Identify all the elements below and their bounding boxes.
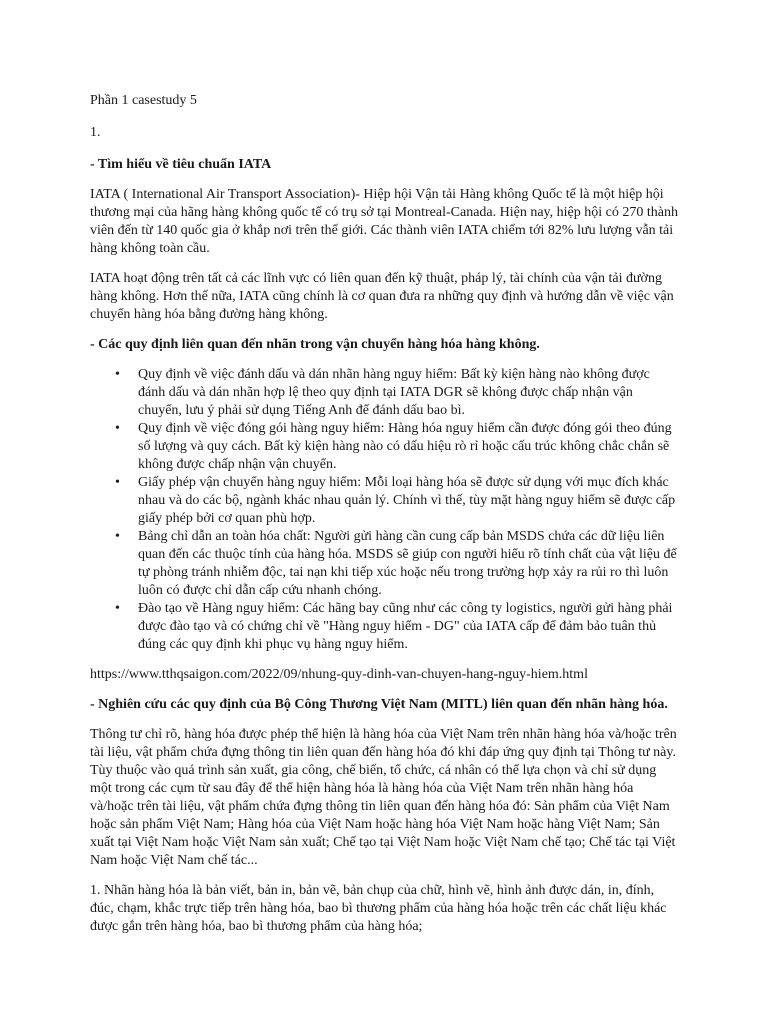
source-url: https://www.tthqsaigon.com/2022/09/nhung-quy-dinh-van-chuyen-hang-nguy-hiem.html: [90, 667, 588, 682]
paragraph-iata-intro: IATA ( International Air Transport Association)- Hiệp hội Vận tải Hàng không Quốc tế là một hiệp hội thương mại của hãng hàng không quốc tế có trụ sở tại Montreal-Canada. Hiện nay, hiệp hội có 270 thành viên đến từ 140 quốc gia ở khắp nơi trên thế giới. Các thành viên IATA chiếm tới 82% lưu lượng vẫn tải hàng không toàn cầu.: [90, 187, 678, 256]
document-title: Phần 1 casestudy 5: [90, 93, 197, 108]
heading-mitl-regulations: - Nghiên cứu các quy định của Bộ Công Thương Việt Nam (MITL) liên quan đến nhãn hàng hóa.: [90, 697, 668, 712]
list-item-text: Bảng chỉ dẫn an toàn hóa chất: Người gửi hàng cần cung cấp bản MSDS chứa các dữ liệu liên quan đến các thuộc tính của hàng hóa. MSDS sẽ giúp con người hiểu rõ tính chất của vật liệu để tự phòng tránh nhiễm độc, tai nạn khi tiếp xúc hoặc nếu trong trường hợp xảy ra rủi ro thì luôn luôn có được chỉ dẫn cấp cứu nhanh chóng.: [138, 529, 677, 598]
section-number: 1.: [90, 125, 101, 140]
list-item: [90, 366, 678, 420]
list-item: [90, 474, 678, 528]
regulation-bullet-list: [90, 366, 678, 654]
heading-iata-standard: - Tìm hiểu về tiêu chuẩn IATA: [90, 157, 272, 172]
list-item: [90, 600, 678, 654]
list-item-text: Đào tạo về Hàng nguy hiểm: Các hãng bay cũng như các công ty logistics, người gửi hàng phải được đào tạo và có chứng chỉ về "Hàng nguy hiểm - DG" của IATA cấp để đảm bảo tuân thủ đúng các quy định khi phục vụ hàng nguy hiểm.: [138, 601, 673, 652]
list-item-text: Quy định về việc đóng gói hàng nguy hiểm: Hàng hóa nguy hiểm cần được đóng gói theo đúng số lượng và quy cách. Bất kỳ kiện hàng nào có dấu hiệu rò rỉ hoặc cấu trúc không chắc chắn sẽ không được chấp nhận vận chuyển.: [138, 421, 672, 472]
bullet-icon: •: [115, 367, 120, 382]
paragraph-label-definition: 1. Nhãn hàng hóa là bản viết, bản in, bản vẽ, bản chụp của chữ, hình vẽ, hình ảnh được dán, in, đính, đúc, chạm, khắc trực tiếp trên hàng hóa, bao bì thương phẩm của hàng hóa hoặc trên các chất liệu khác được gắn trên hàng hóa, bao bì thương phẩm của hàng hóa;: [90, 883, 667, 934]
bullet-icon: •: [115, 475, 120, 490]
list-item-text: Giấy phép vận chuyển hàng nguy hiểm: Mỗi loại hàng hóa sẽ được sử dụng với mục đích khác nhau và do các bộ, ngành khác nhau quản lý. Chính vì thế, tùy mặt hàng nguy hiểm sẽ được cấp giấy phép bởi cơ quan phù hợp.: [138, 475, 676, 526]
bullet-icon: •: [115, 421, 120, 436]
list-item-text: Quy định về việc đánh dấu và dán nhãn hàng nguy hiểm: Bất kỳ kiện hàng nào không được đánh dấu và dán nhãn hợp lệ theo quy định tại IATA DGR sẽ không được chấp nhận vận chuyển, lưu ý phải sử dụng Tiếng Anh để đánh dấu bao bì.: [138, 367, 650, 418]
paragraph-circular: Thông tư chỉ rõ, hàng hóa được phép thể hiện là hàng hóa của Việt Nam trên nhãn hàng hóa và/hoặc trên tài liệu, vật phẩm chứa đựng thông tin liên quan đến hàng hóa đó khi đáp ứng quy định tại Thông tư này. Tùy thuộc vào quá trình sản xuất, gia công, chế biến, tổ chức, cá nhân có thể lựa chọn và chỉ sử dụng một trong các cụm từ sau đây để thể hiện hàng hóa là hàng hóa của Việt Nam trên nhãn hàng hóa và/hoặc trên tài liệu, vật phẩm chứa đựng thông tin liên quan đến hàng hóa đó: Sản phẩm của Việt Nam hoặc sản phẩm Việt Nam; Hàng hóa của Việt Nam hoặc hàng hóa Việt Nam hoặc hàng Việt Nam; Sản xuất tại Việt Nam hoặc Việt Nam sản xuất; Chế tạo tại Việt Nam hoặc Việt Nam chế tạo; Chế tác tại Việt Nam hoặc Việt Nam chế tác...: [90, 727, 677, 868]
bullet-icon: •: [115, 601, 120, 616]
list-item: [90, 528, 678, 600]
bullet-icon: •: [115, 529, 120, 544]
list-item: [90, 420, 678, 474]
heading-label-regulations: - Các quy định liên quan đến nhãn trong vận chuyển hàng hóa hàng không.: [90, 337, 540, 352]
paragraph-iata-activities: IATA hoạt động trên tất cả các lĩnh vực có liên quan đến kỹ thuật, pháp lý, tài chính của vận tải đường hàng không. Hơn thế nữa, IATA cũng chính là cơ quan đưa ra những quy định và hướng dẫn về việc vận chuyển hàng hóa bằng đường hàng không.: [90, 271, 674, 322]
